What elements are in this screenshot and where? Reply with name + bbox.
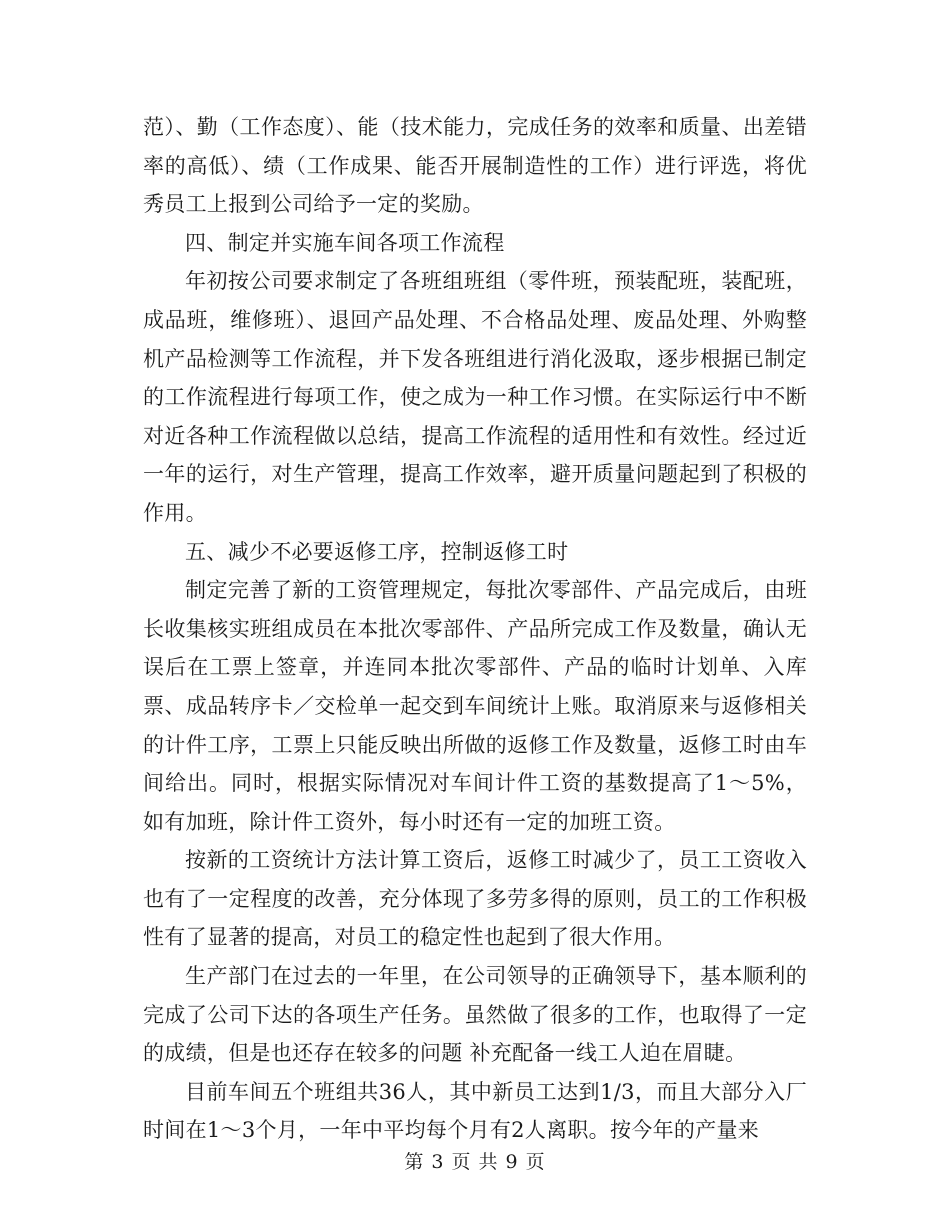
document-body [143,108,807,1150]
paragraph: 制定完善了新的工资管理规定，每批次零部件、产品完成后，由班长收集核实班组成员在本批次零部件、产品所完成工作及数量，确认无误后在工票上签章，并连同本批次零部件、产品的临时计划单、入库票、成品转序卡／交检单一起交到车间统计上账。取消原来与返修相关的计件工序，工票上只能反映出所做的返修工作及数量，返修工时由车间给出。同时，根据实际情况对车间计件工资的基数提高了1～5%，如有加班，除计件工资外，每小时还有一定的加班工资。 [143,578,807,834]
section-heading-5: 五、减少不必要返修工序，控制返修工时 [185,539,569,564]
paragraph: 年初按公司要求制定了各班组班组（零件班，预装配班，装配班，成品班，维修班）、退回产品处理、不合格品处理、废品处理、外购整机产品检测等工作流程，并下发各班组进行消化汲取，逐步根据已制定的工作流程进行每项工作，使之成为一种工作习惯。在实际运行中不断对近各种工作流程做以总结，提高工作流程的适用性和有效性。经过近一年的运行，对生产管理，提高工作效率，避开质量问题起到了积极的作用。 [143,269,807,525]
paragraph: 生产部门在过去的一年里，在公司领导的正确领导下，基本顺利的完成了公司下达的各项生产任务。虽然做了很多的工作，也取得了一定的成绩，但是也还存在较多的问题 补充配备一线工人迫在眉睫。 [143,964,807,1066]
section-heading-4: 四、制定并实施车间各项工作流程 [185,230,505,255]
page-number-footer: 第 3 页 共 9 页 [404,1151,546,1173]
paragraph: 按新的工资统计方法计算工资后，返修工时减少了，员工工资收入也有了一定程度的改善，充分体现了多劳多得的原则，员工的工作积极性有了显著的提高，对员工的稳定性也起到了很大作用。 [143,848,807,950]
paragraph: 目前车间五个班组共36人，其中新员工达到1/3，而且大部分入厂时间在1～3个月，一年中平均每个月有2人离职。按今年的产量来 [143,1079,807,1143]
paragraph: 范）、勤（工作态度）、能（技术能力，完成任务的效率和质量、出差错率的高低）、绩（工作成果、能否开展制造性的工作）进行评选，将优秀员工上报到公司给予一定的奖励。 [143,115,807,217]
